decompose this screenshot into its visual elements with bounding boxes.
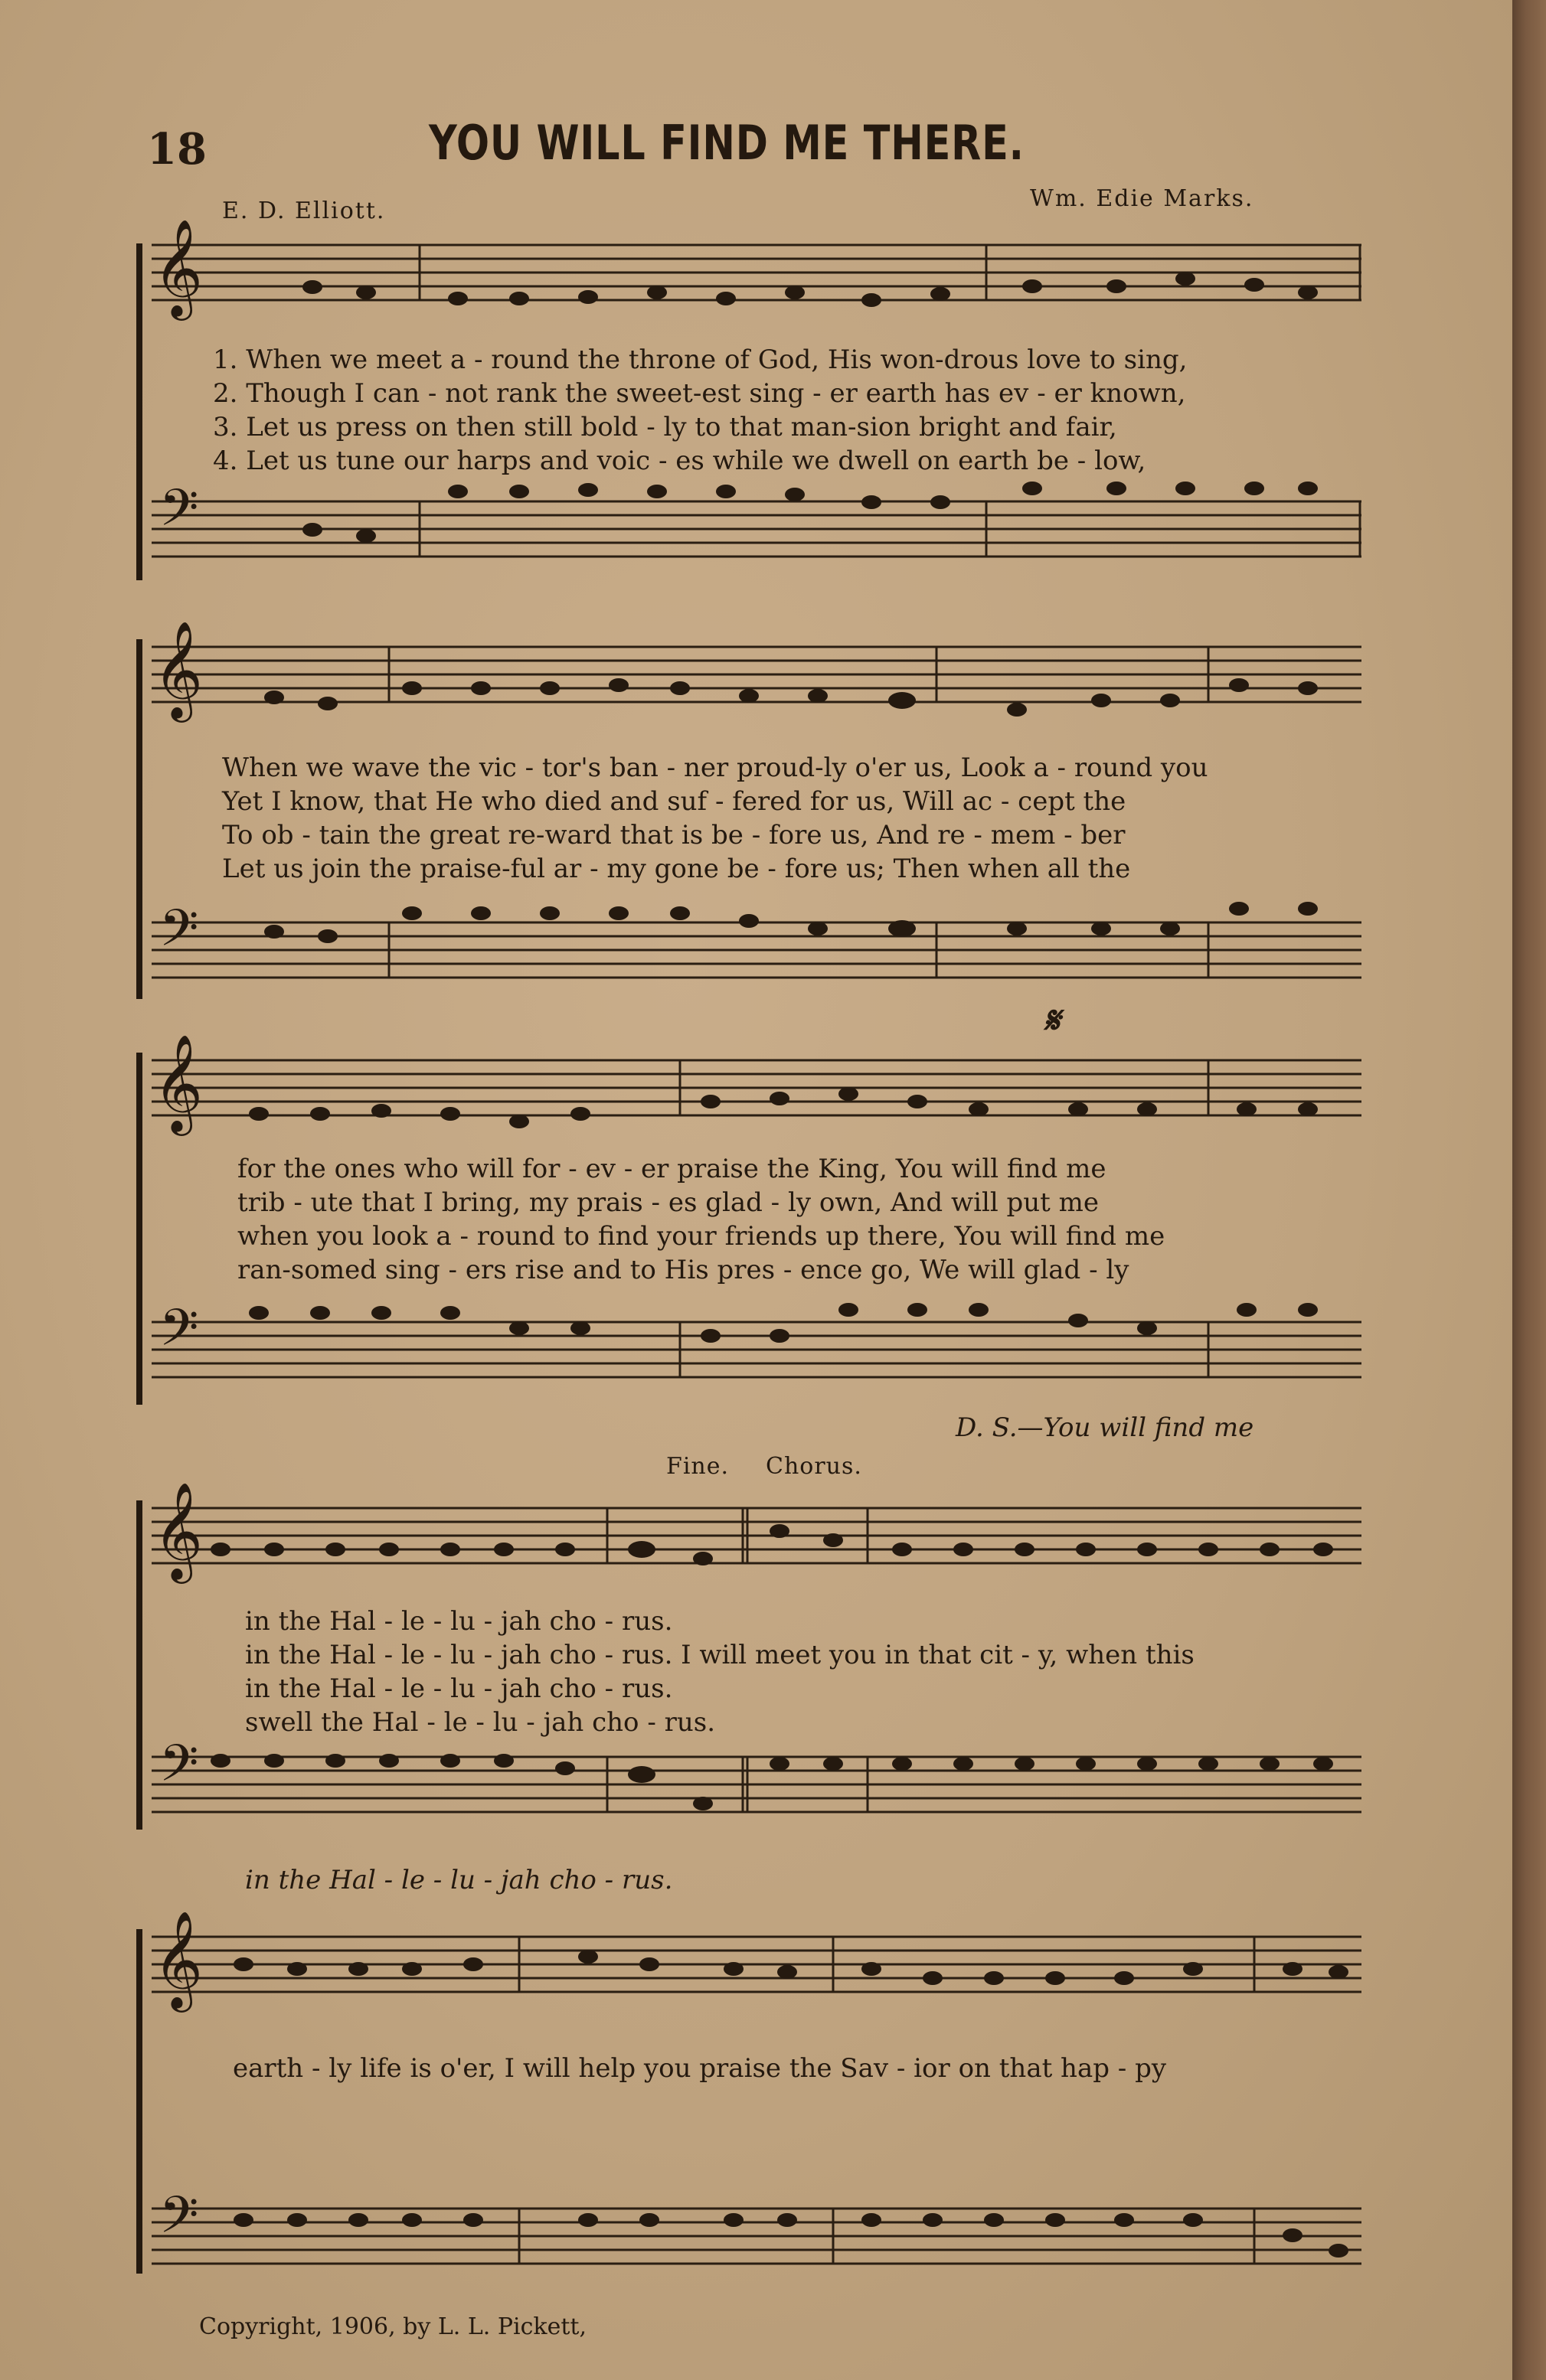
bass-clef-icon: 𝄢 xyxy=(159,1734,199,1805)
bass-clef-icon: 𝄢 xyxy=(159,2186,199,2257)
lyric-verse-2: 2. Though I can - not rank the sweet-est sing - er earth has ev - er known, xyxy=(213,378,1186,409)
music-system-2 xyxy=(136,620,1361,1042)
lyric-verse-1: for the ones who will for - ev - er praise the King, You will find me xyxy=(237,1154,1106,1184)
treble-clef-icon: 𝄞 xyxy=(153,1033,204,1131)
fine-label: Fine. xyxy=(666,1453,730,1480)
lyricist-credit: E. D. Elliott. xyxy=(222,198,386,224)
lyric-verse-3: 3. Let us press on then still bold - ly to that man-sion bright and fair, xyxy=(213,412,1117,442)
composer-credit: Wm. Edie Marks. xyxy=(1030,185,1254,212)
lyric-verse-1: in the Hal - le - lu - jah cho - rus. xyxy=(245,1606,673,1637)
treble-clef-icon: 𝄞 xyxy=(153,1910,204,2008)
copyright-notice: Copyright, 1906, by L. L. Pickett, xyxy=(199,2313,587,2340)
music-system-3 xyxy=(136,1033,1361,1451)
lyric-verse-4: ran-somed sing - ers rise and to His pres - ence go, We will glad - ly xyxy=(237,1255,1129,1285)
bass-clef-icon: 𝄢 xyxy=(159,1298,199,1370)
music-system-1 xyxy=(136,218,1361,589)
lyric-verse-4: 4. Let us tune our harps and voic - es while we dwell on earth be - low, xyxy=(213,446,1146,476)
lyric-verse-1: When we wave the vic - tor's ban - ner proud-ly o'er us, Look a - round you xyxy=(222,753,1208,783)
page-number: 18 xyxy=(147,124,207,175)
lyric-verse-4: Let us join the praise-ful ar - my gone be - fore us; Then when all the xyxy=(222,854,1131,884)
dal-segno-lyric: D. S.—You will find me xyxy=(956,1412,1254,1443)
lyric-verse-3: when you look a - round to find your friends up there, You will find me xyxy=(237,1221,1165,1252)
lyric-verse-2: in the Hal - le - lu - jah cho - rus. I will meet you in that cit - y, when this xyxy=(245,1640,1195,1670)
staff-lines-system-1 xyxy=(136,230,1361,589)
bass-lyric-line: in the Hal - le - lu - jah cho - rus. xyxy=(245,1865,673,1895)
treble-clef-icon: 𝄞 xyxy=(153,1481,204,1579)
lyric-verse-1: earth - ly life is o'er, I will help you praise the Sav - ior on that hap - py xyxy=(233,2053,1167,2084)
lyric-verse-3: in the Hal - le - lu - jah cho - rus. xyxy=(245,1673,673,1704)
lyric-verse-2: trib - ute that I bring, my prais - es glad - ly own, And will put me xyxy=(237,1187,1100,1218)
chorus-label: Chorus. xyxy=(766,1453,862,1480)
treble-clef-icon: 𝄞 xyxy=(153,218,204,316)
music-system-4 xyxy=(136,1481,1361,1898)
treble-clef-icon: 𝄞 xyxy=(153,620,204,718)
lyric-verse-1: 1. When we meet a - round the throne of God, His won-drous love to sing, xyxy=(213,344,1188,375)
music-system-5 xyxy=(136,1910,1361,2297)
lyric-verse-3: To ob - tain the great re-ward that is be - fore us, And re - mem - ber xyxy=(222,820,1126,850)
staff-lines-system-5 xyxy=(136,1910,1361,2297)
lyric-verse-4: swell the Hal - le - lu - jah cho - rus. xyxy=(245,1707,716,1738)
hymn-title: YOU WILL FIND ME THERE. xyxy=(429,115,1025,171)
bass-clef-icon: 𝄢 xyxy=(159,899,199,970)
book-spine xyxy=(1512,0,1546,2380)
bass-clef-icon: 𝄢 xyxy=(159,478,199,550)
lyric-verse-2: Yet I know, that He who died and suf - fered for us, Will ac - cept the xyxy=(222,786,1126,817)
segno-icon: 𝄋 xyxy=(1044,999,1060,1042)
